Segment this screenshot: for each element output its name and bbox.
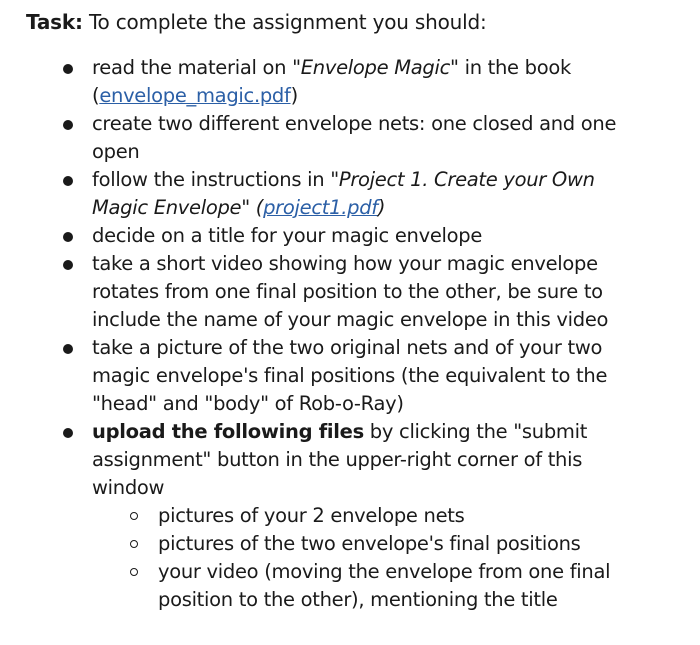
sub-list-item: pictures of your 2 envelope nets <box>92 502 638 530</box>
bullet-icon <box>63 176 73 186</box>
list-item: follow the instructions in "Project 1. Create your Own Magic Envelope" (project1.pdf) <box>26 166 652 222</box>
bullet-icon <box>63 344 73 354</box>
bullet-icon <box>63 260 73 270</box>
bullet-icon <box>63 64 73 74</box>
upload-files-list <box>92 502 652 614</box>
bullet-icon <box>63 232 73 242</box>
list-item: upload the following files by clicking the "submit assignment" button in the upper-right corner of this window pictures of your 2 envelope nets pictures of the two envelope's final positions your video (moving the envelope from one final position to the other), mentioning the title <box>26 418 652 614</box>
task-heading <box>26 8 700 36</box>
list-item: take a short video showing how your magic envelope rotates from one final position to the other, be sure to include the name of your magic envelope in this video <box>26 250 652 334</box>
list-item: read the material on "Envelope Magic" in the book (envelope_magic.pdf) <box>26 54 652 110</box>
list-item: take a picture of the two original nets and of your two magic envelope's final positions (the equivalent to the "head" and "body" of Rob-o-Ray) <box>26 334 652 418</box>
sub-list-item: your video (moving the envelope from one final position to the other), mentioning the title <box>92 558 638 614</box>
list-item: decide on a title for your magic envelope <box>26 222 652 250</box>
bullet-icon <box>63 120 73 130</box>
envelope-magic-pdf-link[interactable]: envelope_magic.pdf <box>99 84 291 107</box>
task-list <box>26 54 700 614</box>
task-intro: To complete the assignment you should: <box>88 10 487 34</box>
sub-list-item: pictures of the two envelope's final positions <box>92 530 638 558</box>
circle-bullet-icon <box>130 512 138 520</box>
circle-bullet-icon <box>130 568 138 576</box>
bullet-icon <box>63 428 73 438</box>
task-label: Task: <box>26 10 83 34</box>
circle-bullet-icon <box>130 540 138 548</box>
project1-pdf-link[interactable]: project1.pdf <box>263 196 378 219</box>
list-item: create two different envelope nets: one closed and one open <box>26 110 652 166</box>
